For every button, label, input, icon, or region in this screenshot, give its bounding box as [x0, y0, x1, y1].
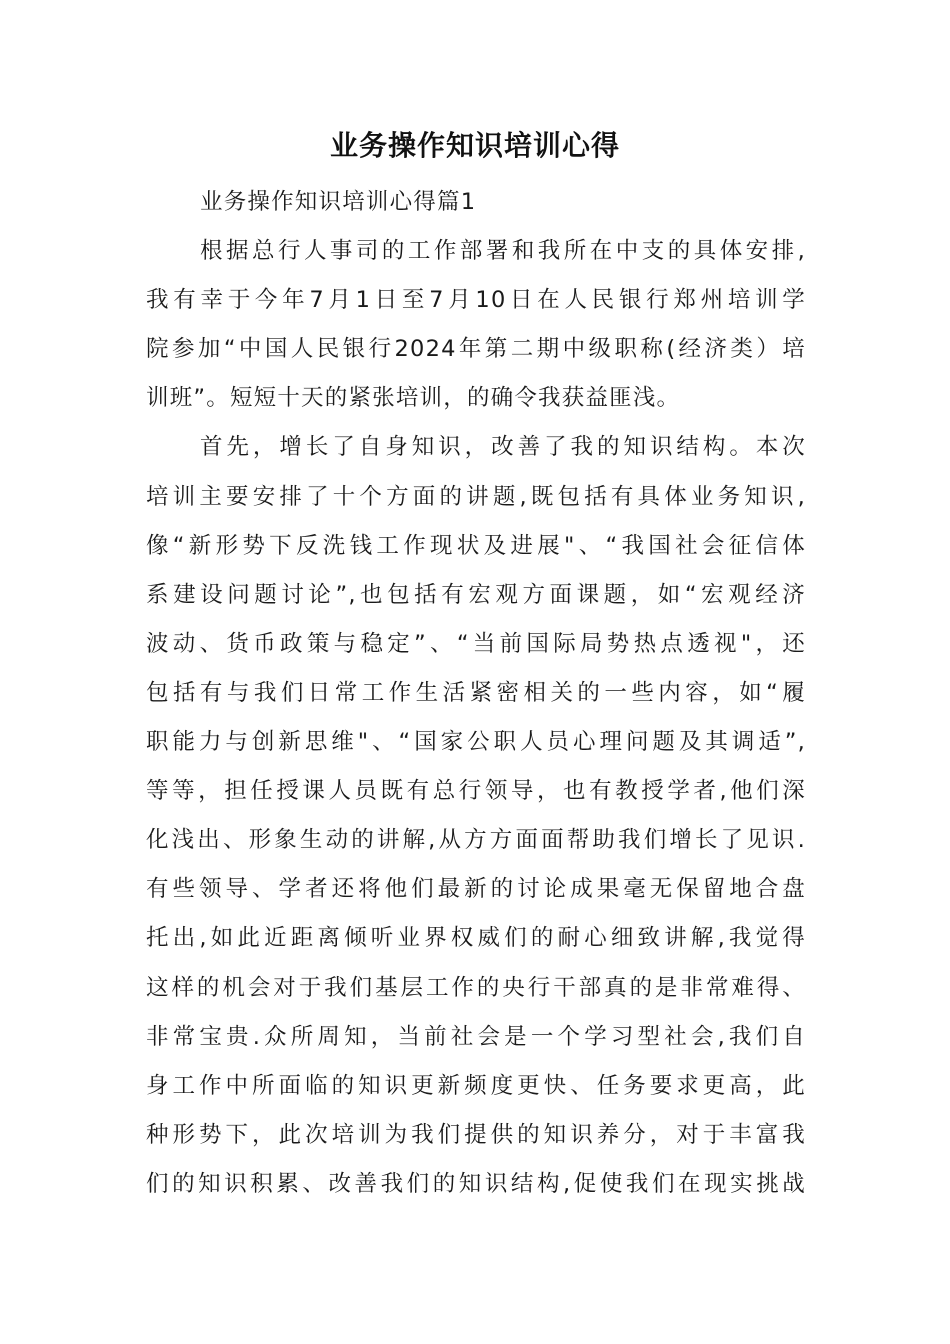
paragraph-line: 化浅出、形象生动的讲解,从方方面面帮助我们增长了见识. [146, 827, 806, 854]
paragraph-line: 们的知识积累、改善我们的知识结构,促使我们在现实挑战 [146, 1170, 806, 1197]
paragraph-line: 有些领导、学者还将他们最新的讨论成果毫无保留地合盘 [146, 876, 806, 903]
paragraph-line: 这样的机会对于我们基层工作的央行干部真的是非常难得、 [146, 974, 806, 1001]
paragraph-line: 培训主要安排了十个方面的讲题,既包括有具体业务知识, [146, 483, 806, 510]
paragraph-line: 波动、货币政策与稳定”、“当前国际局势热点透视"，还 [146, 630, 806, 657]
paragraph-line: 像“新形势下反洗钱工作现状及进展"、“我国社会征信体 [146, 532, 806, 559]
paragraph-line: 院参加“中国人民银行2024年第二期中级职称(经济类）培 [146, 336, 806, 363]
paragraph-line: 等等，担任授课人员既有总行领导，也有教授学者,他们深 [146, 778, 806, 805]
document-title: 业务操作知识培训心得 [329, 129, 620, 162]
document-body [146, 178, 806, 1209]
paragraph-line: 包括有与我们日常工作生活紧密相关的一些内容，如“履 [146, 679, 806, 706]
paragraph-line: 根据总行人事司的工作部署和我所在中支的具体安排, [200, 238, 806, 265]
section-heading: 业务操作知识培训心得篇1 [200, 189, 477, 215]
paragraph-line: 系建设问题讨论”,也包括有宏观方面课题，如“宏观经济 [146, 581, 806, 608]
paragraph-line: 非常宝贵.众所周知，当前社会是一个学习型社会,我们自 [146, 1023, 806, 1050]
paragraph-line: 训班”。短短十天的紧张培训，的确令我获益匪浅。 [146, 385, 681, 412]
paragraph-line: 托出,如此近距离倾听业界权威们的耐心细致讲解,我觉得 [146, 925, 806, 952]
paragraph-line: 身工作中所面临的知识更新频度更快、任务要求更高，此 [146, 1072, 806, 1099]
paragraph-line: 我有幸于今年7月1日至7月10日在人民银行郑州培训学 [146, 287, 806, 314]
paragraph-line: 职能力与创新思维"、“国家公职人员心理问题及其调适”, [146, 729, 806, 756]
paragraph-line: 首先，增长了自身知识，改善了我的知识结构。本次 [200, 434, 806, 461]
paragraph-line: 种形势下，此次培训为我们提供的知识养分，对于丰富我 [146, 1121, 806, 1148]
